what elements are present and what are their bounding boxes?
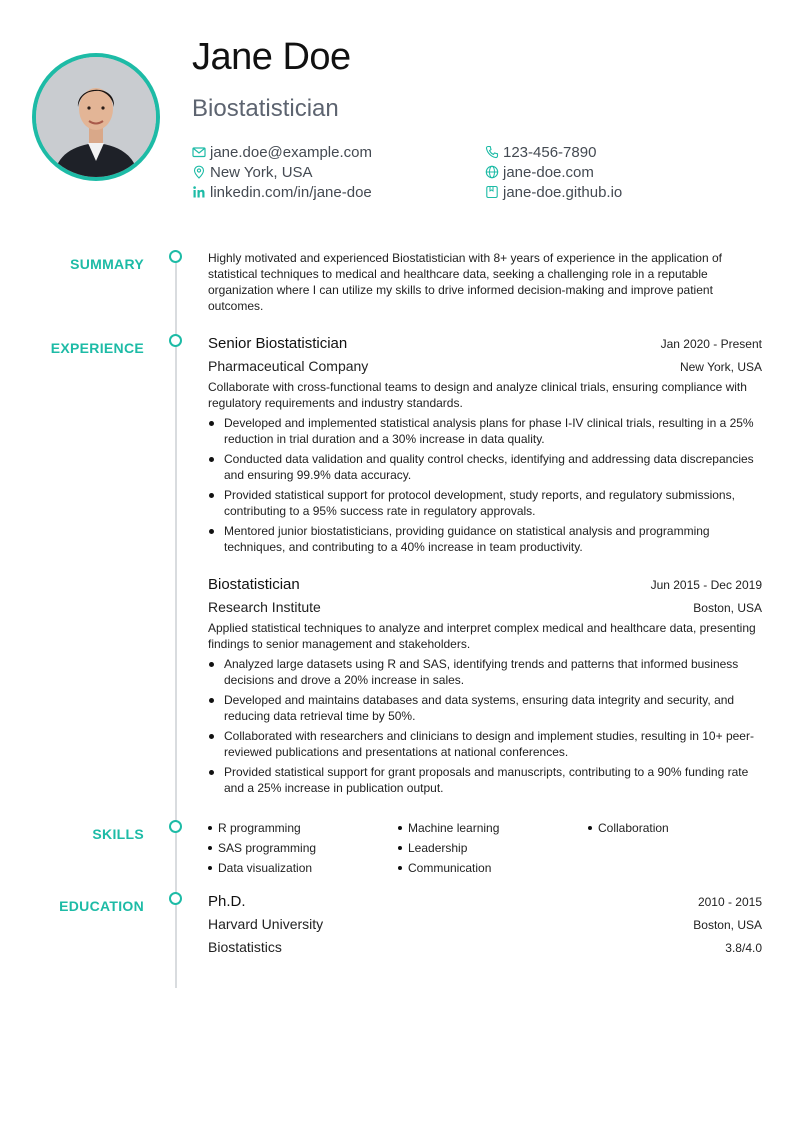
contact-website[interactable] — [485, 162, 594, 182]
bullet-icon — [209, 734, 214, 739]
contact-github[interactable] — [485, 182, 622, 202]
bullet-icon — [398, 846, 402, 850]
linkedin-icon — [192, 185, 206, 199]
bullet-icon — [208, 846, 212, 850]
job-location: New York, USA — [679, 360, 762, 374]
education-degree: Ph.D. — [208, 893, 246, 910]
skill-text: Communication — [408, 861, 492, 875]
section-label-summary: SUMMARY — [70, 256, 144, 272]
list-item — [208, 451, 762, 483]
bullet-icon — [209, 421, 214, 426]
bullet-icon — [209, 698, 214, 703]
bullet-icon — [209, 662, 214, 667]
profile-photo-ring — [32, 53, 160, 181]
skills-list — [208, 820, 762, 876]
skill-item — [588, 840, 762, 856]
list-item-text: Conducted data validation and quality control checks, identifying and addressing data discrepancies and ensuring 99.9% data accuracy. — [224, 452, 754, 482]
list-item-text: Mentored junior biostatisticians, providing guidance on statistical analysis and programming techniques, and contributing to a 40% increase in team productivity. — [224, 524, 710, 554]
timeline-dot-education — [169, 892, 182, 905]
list-item — [208, 728, 762, 760]
skill-text: Data visualization — [218, 861, 313, 875]
list-item — [208, 487, 762, 519]
job-dates: Jan 2020 - Present — [660, 337, 762, 351]
phone-icon — [485, 145, 499, 159]
bullet-icon — [398, 826, 402, 830]
list-item-text: Analyzed large datasets using R and SAS, identifying trends and patterns that informed business decisions and drove a 20% increase in sales. — [224, 657, 739, 687]
bullet-icon — [209, 457, 214, 462]
list-item — [208, 764, 762, 796]
skill-text: Leadership — [408, 841, 468, 855]
education-item — [208, 894, 762, 956]
bullet-icon — [209, 529, 214, 534]
contact-linkedin-text: linkedin.com/in/jane-doe — [210, 183, 372, 201]
mail-icon — [192, 145, 206, 159]
bullet-icon — [208, 826, 212, 830]
education-dates: 2010 - 2015 — [697, 895, 762, 909]
section-label-experience: EXPERIENCE — [50, 340, 144, 356]
candidate-title: Biostatistician — [192, 95, 339, 122]
list-item — [208, 415, 762, 447]
list-item-text: Provided statistical support for grant proposals and manuscripts, contributing to a 90% funding rate and a 25% increase in publication output. — [224, 765, 749, 795]
contact-phone-text: 123-456-7890 — [503, 143, 597, 161]
bullet-icon — [209, 493, 214, 498]
contact-email-text: jane.doe@example.com — [210, 143, 372, 161]
section-label-skills: SKILLS — [92, 826, 144, 842]
skill-item — [398, 840, 588, 856]
bullet-icon — [398, 866, 402, 870]
location-icon — [192, 165, 206, 179]
education-location: Boston, USA — [693, 918, 762, 932]
job-title: Senior Biostatistician — [208, 335, 348, 352]
profile-photo-image — [36, 57, 156, 177]
contact-github-text: jane-doe.github.io — [503, 183, 623, 201]
skill-item — [208, 820, 398, 836]
timeline-dot-skills — [169, 820, 182, 833]
job-title: Biostatistician — [208, 576, 300, 593]
skill-text: SAS programming — [218, 841, 317, 855]
list-item-text: Developed and maintains databases and data systems, ensuring data integrity and security, and reducing data retrieval time by 50%. — [224, 693, 735, 723]
contact-location — [192, 162, 313, 182]
skill-text: R programming — [218, 821, 301, 835]
job-description: Collaborate with cross-functional teams to design and analyze clinical trials, ensuring compliance with regulatory requirements and industry standards. — [208, 380, 747, 410]
skill-item — [208, 860, 398, 876]
contact-website-text: jane-doe.com — [503, 163, 594, 181]
experience-item — [208, 577, 762, 800]
skill-text: Collaboration — [598, 821, 669, 835]
job-company: Pharmaceutical Company — [208, 358, 369, 374]
skill-item — [398, 820, 588, 836]
bullet-icon — [208, 866, 212, 870]
skill-item — [588, 820, 762, 836]
list-item — [208, 656, 762, 688]
skill-item — [208, 840, 398, 856]
job-description: Applied statistical techniques to analyze and interpret complex medical and healthcare data, presenting findings to senior management and stakeholders. — [208, 621, 756, 651]
github-icon — [485, 185, 499, 199]
contact-linkedin[interactable] — [192, 182, 372, 202]
timeline-dot-summary — [169, 250, 182, 263]
job-company: Research Institute — [208, 599, 321, 615]
contact-location-text: New York, USA — [210, 163, 313, 181]
contact-phone[interactable] — [485, 142, 596, 162]
list-item-text: Collaborated with researchers and clinicians to design and implement studies, resulting in 10+ peer-reviewed publications and presentations at national conferences. — [224, 729, 754, 759]
education-school: Harvard University — [208, 916, 324, 932]
job-location: Boston, USA — [693, 601, 762, 615]
experience-item — [208, 336, 762, 559]
skill-text: Machine learning — [408, 821, 500, 835]
list-item — [208, 692, 762, 724]
timeline-dot-experience — [169, 334, 182, 347]
resume-header — [0, 0, 794, 230]
list-item — [208, 523, 762, 555]
timeline-line — [175, 258, 177, 988]
education-gpa: 3.8/4.0 — [725, 941, 762, 955]
bullet-icon — [588, 826, 592, 830]
globe-icon — [485, 165, 499, 179]
list-item-text: Developed and implemented statistical analysis plans for phase I-IV clinical trials, resulting in a 25% reduction in trial duration and a 30% increase in data quality. — [224, 416, 754, 446]
job-bullets — [208, 656, 762, 796]
job-bullets — [208, 415, 762, 555]
list-item-text: Provided statistical support for protocol development, study reports, and regulatory submissions, contributing to a 95% success rate in regulatory approvals. — [224, 488, 735, 518]
summary-text: Highly motivated and experienced Biostatistician with 8+ years of experience in the application of statistical techniques to medical and healthcare data, seeking a challenging role in a reputable organization where I can utilize my skills to drive informed decision-making and improve patient outcomes. — [208, 251, 722, 313]
profile-photo — [36, 57, 156, 177]
skill-item — [398, 860, 588, 876]
candidate-name: Jane Doe — [192, 36, 351, 78]
education-field: Biostatistics — [208, 939, 282, 955]
job-dates: Jun 2015 - Dec 2019 — [650, 578, 762, 592]
contact-email[interactable] — [192, 142, 372, 162]
bullet-icon — [209, 770, 214, 775]
section-label-education: EDUCATION — [59, 898, 144, 914]
